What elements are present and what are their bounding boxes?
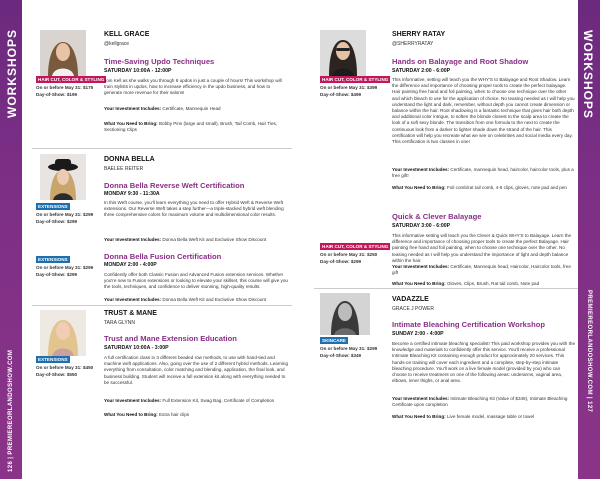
category-badge: SKINCARE [322,338,346,343]
section-divider [314,288,578,289]
investment-value: Intimate Bleaching Kit (Value of $349), Intimate Bleaching Certificate upon completion [392,396,568,408]
workshop-description: A full certification class in 3 different beaded row methods, to use with hand-tied and machine weft applications. Also, going over the use of 2 different hybrid methods. Learning everything from consultation, color matching and blending, application, the final look, and business building. Student will receive a full extension kit along with everything needed to be successful. [104,355,289,385]
presenter-name: DONNA BELLA [104,156,155,163]
bring-value: Bobby Pins (large and small), Brush, Tail Comb, Hair Ties, Sectioning Clips [104,121,278,133]
workshop-title: Quick & Clever Balayage [392,212,482,221]
workshop-time: SATURDAY 2:00 - 6:00P [392,68,451,74]
bring-label: What You Need to Bring: [392,185,446,190]
presenter-name: TRUST & MANE [104,310,157,317]
category-badge: EXTENSIONS [38,204,68,209]
presenter-photo [40,310,86,356]
early-price: On or before May 31: $450 [36,365,94,370]
presenter-handle: TARA GLYNN [104,320,135,326]
investment-includes [392,396,575,408]
presenter-handle: @SHERRYRATAY [392,41,434,47]
presenter-handle: BAELEE REITER [104,166,144,172]
investment-value: Full Extension Kit, Swag Bag, Certificate of Completion [161,398,275,403]
early-price: On or before May 31: $175 [36,85,94,90]
presenter-handle: GRACE J POWER [392,306,434,312]
left-section-label: WORKSHOPS [5,28,19,118]
investment-label: Your Investment Includes: [104,398,162,403]
presenter-name: VADAZZLE [392,296,429,303]
category-badge: HAIR CUT, COLOR & STYLING [322,244,389,249]
investment-value: Donna Bella Weft Kit and Exclusive Show Discount [161,237,267,242]
what-to-bring [104,121,289,133]
left-side-bar [0,0,22,479]
what-to-bring [392,414,575,420]
bring-value: Extra hair clips [157,412,190,417]
right-section-label: WORKSHOPS [581,30,595,120]
day-of-show-price: Day-of-Show: $199 [36,92,78,97]
investment-includes [392,264,575,276]
investment-label: Your Investment Includes: [392,167,450,172]
what-to-bring [392,185,575,191]
section-divider [32,305,292,306]
workshop-time: MONDAY 9:30 - 11:30A [104,191,160,197]
investment-value: Certificate, Mannequin head, Haircolor, Haircolor tools, free gift [392,264,571,276]
early-price: On or before May 31: $399 [320,85,378,90]
workshop-title: Trust and Mane Extension Education [104,334,237,343]
presenter-photo [320,30,366,76]
workshop-title: Hands on Balayage and Root Shadow [392,57,529,66]
bring-value: Live female model, massage table or towel [445,414,535,419]
investment-label: Your Investment Includes: [104,237,162,242]
workshop-time: SATURDAY 10:00A - 3:00P [104,345,169,351]
presenter-handle: @kellgrace [104,41,130,47]
day-of-show-price: Day-of-Show: $349 [320,353,362,358]
workshop-description: Become a certified intimate bleaching specialist! This paid workshop provides you with the knowledge and materials to confidently offer this service. You'll receive a professional Intimate Bleaching Kit containing enough product for approximately 20 services. This hands-on training will cover each ingredient and a complete, step-by-step intimate bleaching procedure. You'll work on a live female model (provided by you) who can choose to receive treatment on one of the following areas: underarms, vaginal area, elbows, inner thighs, or anal area. [392,341,575,384]
presenter-name: KELL GRACE [104,31,150,38]
bring-label: What You Need to Bring: [104,412,158,417]
investment-includes [104,398,289,404]
day-of-show-price: Day-of-Show: $550 [36,372,78,377]
investment-label: Your Investment Includes: [104,297,162,302]
investment-value: Certificate, Mannequin Head [161,106,221,111]
bring-value: Foil comb/rat tail comb, 4-6 clips, gloves, note pad and pen [445,185,567,190]
investment-label: Your Investment Includes: [104,106,162,111]
presenter-name: SHERRY RATAY [392,31,446,38]
bring-label: What You Need to Bring: [392,414,446,419]
workshop-description: Join Kell as she walks you through 8 updos in just a couple of hours! This workshop will train stylists in updos, how to increase efficiency in the updo business, and how to generate more revenue for their salons! [104,78,282,96]
investment-includes [104,297,289,303]
day-of-show-price: Day-of-Show: $499 [320,92,362,97]
workshop-title: Intimate Bleaching Certification Workshop [392,320,546,329]
bring-label: What You Need to Bring: [392,281,446,286]
presenter-photo [40,30,86,76]
left-page-footer: 126 | PREMIEREORLANDOSHOW.COM [8,349,14,472]
investment-value: Donna Bella Weft Kit and Exclusive Show Discount [161,297,267,302]
investment-value: Certificate, mannequin head, haircolor, haircolor tools, plus a free gift! [392,167,574,179]
right-side-bar [578,0,600,479]
workshop-time: MONDAY 2:00 - 4:00P [104,262,157,268]
early-price: On or before May 31: $299 [36,265,94,270]
workshop-description: This informative, setting will teach you the WHY'S to Balayage and Root Shadow. Learn the difference and importance of choosing proper tools to create the perfect balayage. Hair painting free hand and foil painting, when to choose one technique over the other and which bleach to use for the application of choice. No teasing needed as I will help you understand the light and dark, remember, without depth you cannot create dimension or balance within the hair. Root shadowing is a fantastic technique that gives hair both depth and additional color intrigue, to soften the blonde closest to the scalp area to create the look of a soft sexy blonde. The transition from one formula to the next to create the continuous look from a darker to lighter shade down the strand of the hair. This certification will help you recreate what we see on celebrities and social media every day. This certification is two classes in one! [392,77,575,145]
bring-label: What You Need to Bring: [104,121,158,126]
workshop-time: SATURDAY 10:00A - 12:00P [104,68,172,74]
early-price: On or before May 31: $250 [320,252,378,257]
workshop-description: Confidently offer both Classic Fusion and Advanced Fusion extension services. Whether you're new to Fusion extensions or looking to elevate your skillset, this course will give you the tools, techniques, and confidence to deliver stunning, high-quality results. [104,272,288,290]
day-of-show-price: Day-of-Show: $299 [320,259,362,264]
workshop-description: In this Weft course, you'll learn everything you need to offer Hybrid Weft & Reverse Weft extensions. Our Reverse Weft takes a step further—a triple-stacked hybrid weft blending three comprehensive colors for maximum volume and multidimensional color results. [104,200,284,218]
right-page-footer: PREMIEREORLANDOSHOW.COM | 127 [586,290,592,413]
workshop-title: Donna Bella Fusion Certification [104,252,222,261]
investment-label: Your Investment Includes: [392,264,450,269]
early-price: On or before May 31: $299 [320,346,378,351]
investment-label: Your Investment Includes: [392,396,450,401]
category-badge: EXTENSIONS [38,257,68,262]
workshop-title: Time-Saving Updo Techniques [104,57,215,66]
bring-value: Gloves, Clips, Brush, Rat tail comb, Note pad [445,281,540,286]
what-to-bring [104,412,289,418]
investment-includes [104,237,289,243]
workshop-title: Donna Bella Reverse Weft Certification [104,181,245,190]
workshop-time: SATURDAY 3:00 - 6:00P [392,223,451,229]
category-badge: HAIR CUT, COLOR & STYLING [322,77,389,82]
day-of-show-price: Day-of-Show: $299 [36,272,78,277]
investment-includes [104,106,289,112]
day-of-show-price: Day-of-Show: $299 [36,219,78,224]
section-divider [32,148,292,149]
category-badge: HAIR CUT, COLOR & STYLING [38,77,105,82]
presenter-photo [40,154,86,200]
category-badge: EXTENSIONS [38,357,68,362]
early-price: On or before May 31: $299 [36,212,94,217]
presenter-photo [320,293,370,335]
investment-includes [392,167,575,179]
workshop-time: SUNDAY 2:00 - 4:00P [392,331,444,337]
what-to-bring [392,281,575,287]
workshop-description: This informative setting will teach you the Clever & Quick WHY'S to Balayage. Learn the difference and importance of choosing proper tools to create the perfect Balayage. Hair painting free hand and foil painting, when to choose one technique over the other. No teasing needed as I will help you understand the importance of light and depth balance within the hair. [392,233,572,263]
